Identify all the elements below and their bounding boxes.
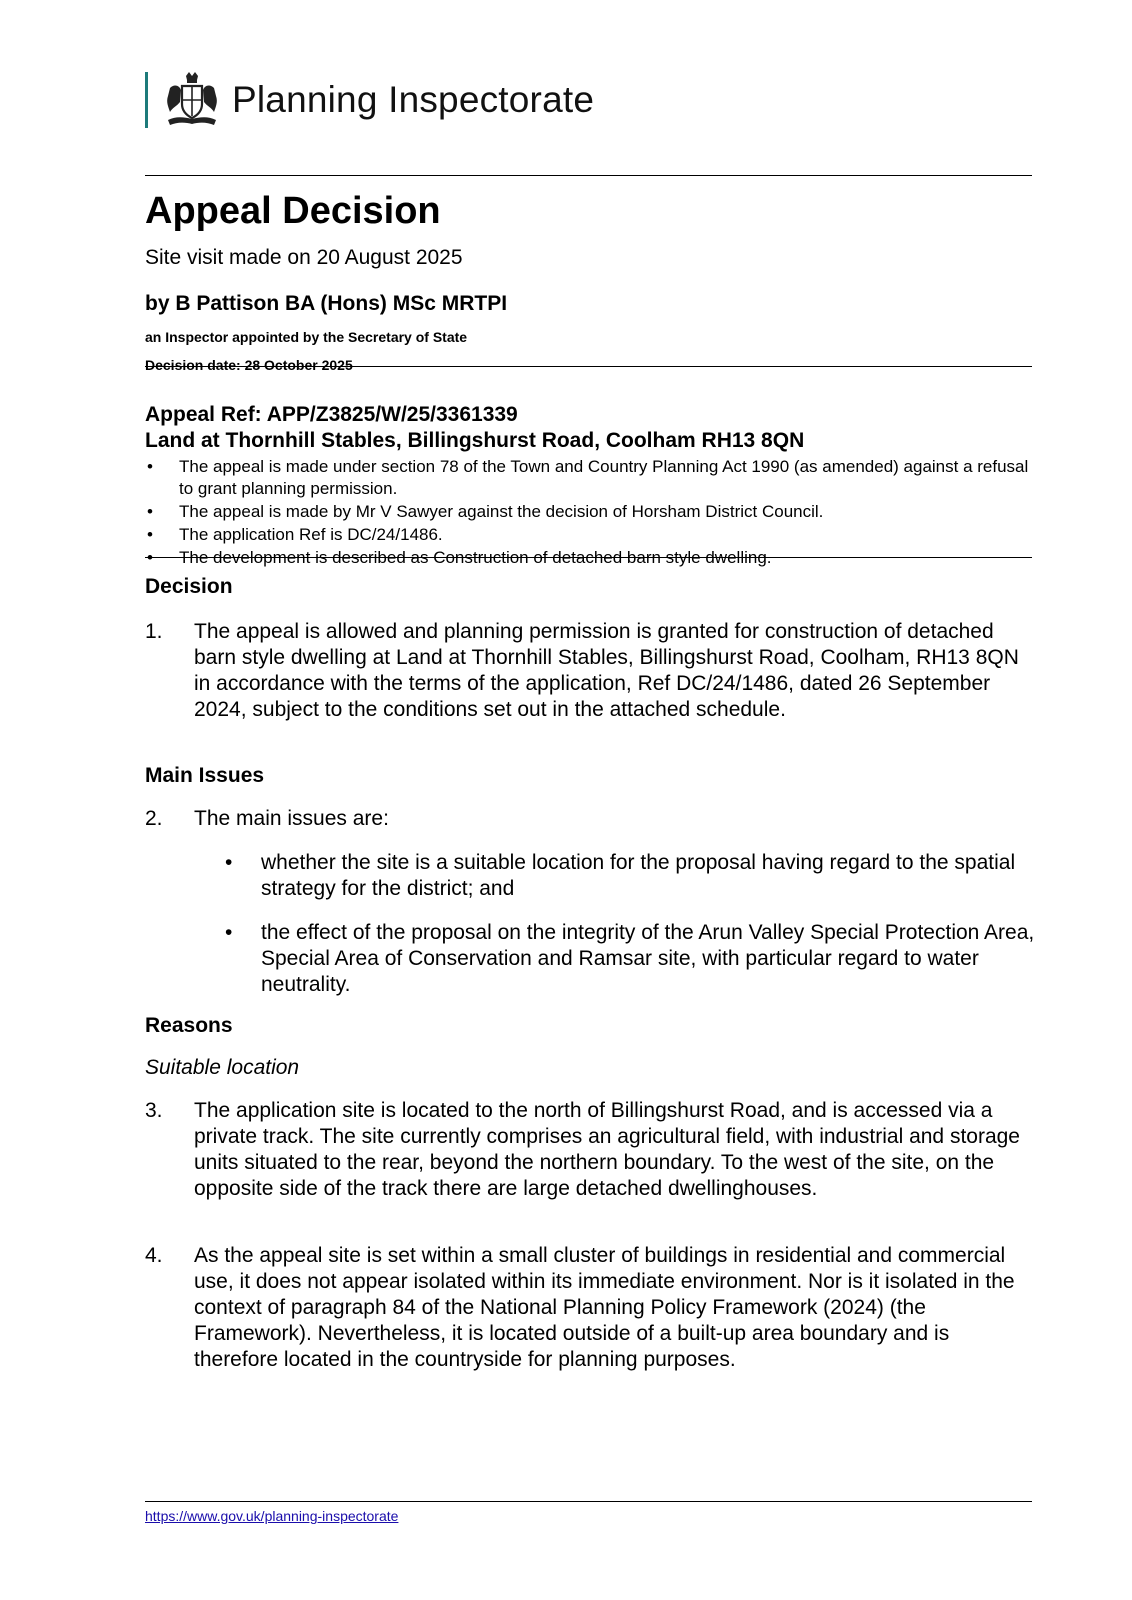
inspector-appointment: an Inspector appointed by the Secretary of State <box>145 329 468 345</box>
decision-date: Decision date: 28 October 2025 <box>145 357 353 373</box>
meta-divider <box>145 366 1032 367</box>
site-address: Land at Thornhill Stables, Billingshurst Road, Coolham RH13 8QN <box>145 429 805 452</box>
brand-name: Planning Inspectorate <box>232 79 595 120</box>
page-title: Appeal Decision <box>145 190 441 232</box>
paragraph-number: 1. <box>145 620 163 643</box>
list-item: • The application Ref is DC/24/1486. <box>145 524 1032 546</box>
paragraph-3 <box>145 1098 1035 1202</box>
list-item: • The appeal is made under section 78 of the Town and Country Planning Act 1990 (as amended) against a refusal to grant planning permission. <box>145 456 1032 500</box>
appeal-reference-block <box>145 402 804 454</box>
issue-item <box>225 850 1035 902</box>
paragraph-text: As the appeal site is set within a small cluster of buildings in residential and commercial use, it does not appear isolated within its immediate environment. Nor is it isolated in the context of paragraph 84 of the National Planning Policy Framework (2024) (the Framework). Nevertheless, it is located outside of a built-up area boundary and is therefore located in the countryside for planning purposes. <box>194 1244 1015 1371</box>
bullet-icon: • <box>225 921 233 944</box>
header-logo <box>145 72 594 128</box>
summary-divider <box>145 557 1032 558</box>
list-item: • The appeal is made by Mr V Sawyer against the decision of Horsham District Council. <box>145 501 1032 523</box>
paragraph-1 <box>145 619 1035 723</box>
paragraph-text: The appeal is allowed and planning permission is granted for construction of detached barn style dwelling at Land at Thornhill Stables, Billingshurst Road, Coolham, RH13 8QN in accordance with the terms of the application, Ref DC/24/1486, dated 26 September 2024, subject to the conditions set out in the attached schedule. <box>194 620 1019 721</box>
paragraph-text: The application site is located to the north of Billingshurst Road, and is accessed via a private track. The site currently comprises an agricultural field, with industrial and storage units situated to the rear, beyond the northern boundary. To the west of the site, on the opposite side of the track there are large detached dwellinghouses. <box>194 1099 1020 1200</box>
list-item: • The development is described as Construction of detached barn style dwelling. <box>145 547 1032 569</box>
suitable-location-heading: Suitable location <box>145 1056 300 1079</box>
site-visit-date: Site visit made on 20 August 2025 <box>145 246 463 269</box>
paragraph-number: 4. <box>145 1244 163 1267</box>
main-issues-heading: Main Issues <box>145 764 265 787</box>
footer-link[interactable]: https://www.gov.uk/planning-inspectorate <box>145 1508 399 1524</box>
bullet-icon: • <box>225 851 233 874</box>
decision-heading: Decision <box>145 575 233 598</box>
royal-crest-icon <box>162 70 222 130</box>
appeal-ref: Appeal Ref: APP/Z3825/W/25/3361339 <box>145 403 518 426</box>
logo-accent-bar <box>145 72 148 128</box>
inspector-name: by B Pattison BA (Hons) MSc MRTPI <box>145 292 508 315</box>
issue-item <box>225 920 1035 998</box>
paragraph-text: The main issues are: <box>194 807 389 830</box>
header-divider <box>145 175 1032 176</box>
paragraph-4 <box>145 1243 1035 1373</box>
reasons-heading: Reasons <box>145 1014 233 1037</box>
paragraph-number: 3. <box>145 1099 163 1122</box>
paragraph-2 <box>145 806 1035 832</box>
issue-text: the effect of the proposal on the integrity of the Arun Valley Special Protection Area, Special Area of Conservation and Ramsar site, with particular regard to water neutrality. <box>261 921 1035 996</box>
appeal-summary-list <box>145 456 1032 570</box>
paragraph-number: 2. <box>145 807 163 830</box>
footer-divider <box>145 1501 1032 1502</box>
issue-text: whether the site is a suitable location for the proposal having regard to the spatial strategy for the district; and <box>261 851 1016 900</box>
